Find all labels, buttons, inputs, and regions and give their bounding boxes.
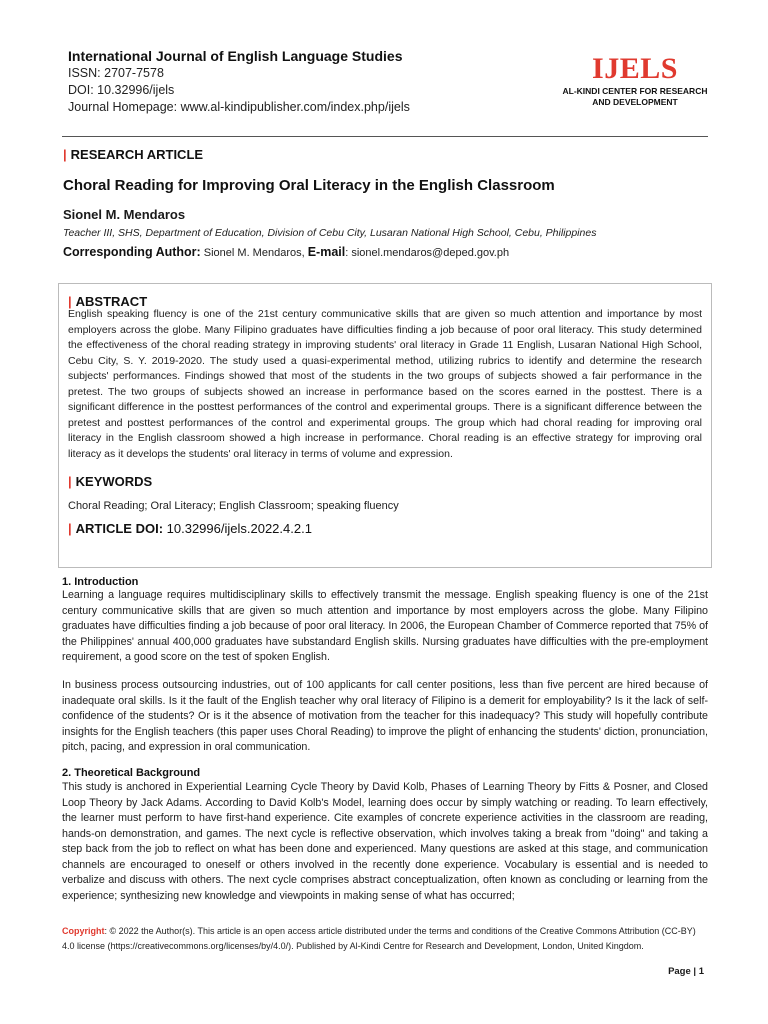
journal-homepage[interactable]: Journal Homepage: www.al-kindipublisher.com/index.php/ijels — [68, 100, 410, 114]
abstract-text: English speaking fluency is one of the 21st century communicative skills that are given so much attention and importance by most employers across the globe. Many Filipino graduates have difficulties finding a job because of poor oral literacy. This study determined the effectiveness of the choral reading strategy in improving students' oral literacy in Grade 11 English, Lusaran National High School, Cebu City, S. Y. 2019-2020. The study used a quasi-experimental method, utilizing rubrics to identify and determine the research subjects' performances. Findings showed that most of the students in the two groups of subjects showed a fair performance in the pretest. The two groups of subjects showed an increase in performance based on the scores earned in the posttest. There is a significant difference in the posttest performances of the control and experimental groups. There is a significant difference between the pretest and posttest performances of the control and experimental groups. The group which had choral reading for improving oral literacy in the English classroom showed a high increase in performance. Choral reading is an effective strategy for improving oral literacy as it develops the students' oral literacy in terms of volume and expression. — [68, 308, 702, 460]
introduction-paragraph-2: In business process outsourcing industries, out of 100 applicants for call center positions, less than five percent are hired because of inadequate oral skills. Is it the fault of the English teacher why oral literacy of Filipino is a demerit for employability? Is it the lack of self-confidence of the students? Or is it the absence of motivation from the teacher for this inadequacy? This study will hopefully contribute insights for the English teachers (this paper uses Choral Reading) to improve the plight of enhancing the students' diction, pronunciation, pitch, pacing, and expression in oral communication. — [62, 679, 708, 753]
accent-bar: | — [68, 521, 72, 536]
keywords-text: Choral Reading; Oral Literacy; English Classroom; speaking fluency — [68, 500, 399, 512]
accent-bar: | — [68, 294, 72, 309]
corresponding-label: Corresponding Author: — [63, 245, 201, 259]
author-name: Sionel M. Mendaros — [63, 207, 186, 222]
abstract-heading-label: ABSTRACT — [75, 294, 148, 309]
copyright-text: : © 2022 the Author(s). This article is an open access article distributed under the terms and conditions of the Creative Commons Attribution (CC-BY) 4.0 license (https://creativecommons.org/licenses/by/4.0/). Published by Al-Kindi Centre for Research and Development, London, United Kingdom. — [62, 926, 696, 951]
ijels-logo: IJELS — [592, 52, 678, 85]
copyright-label: Copyright — [62, 926, 105, 936]
article-doi — [68, 521, 312, 536]
email-label: E-mail — [307, 245, 346, 259]
publisher-logo — [560, 52, 710, 108]
publisher-line-2: AND DEVELOPMENT — [592, 97, 678, 107]
article-type — [63, 147, 203, 162]
theory-heading: 2. Theoretical Background — [62, 767, 201, 779]
header-divider — [62, 136, 708, 137]
corresponding-author — [63, 245, 509, 259]
accent-bar: | — [63, 147, 67, 162]
theory-paragraph-1: This study is anchored in Experiential Learning Cycle Theory by David Kolb, Phases of Learning Theory by Fitts & Posner, and Closed Loop Theory by Jack Adams. According to David Kolb's Model, learning does occur by simply watching or reading. To learn effectively, the learner must perform to have first-hand experience. Cite examples of concrete experience activities in the classroom are reading, hands-on demonstration, and games. The next cycle is reflective observation, which involves taking a break from "doing" and taking a step back from the job to reflect on what has been done and experienced. Many questions are asked at this stage, and communication channels are encouraged to oneself or others involved in the recently done experience. Vocabulary is essential and is needed to verbalize and discuss with others. The next cycle comprises abstract conceptualization, often known as concluding or learning from the experience; synthesizing new knowledge and viewpoints in making sense of what has occurred; — [62, 781, 708, 902]
journal-title: International Journal of English Language Studies — [68, 48, 403, 64]
publisher-line-1: AL-KINDI CENTER FOR RESEARCH — [562, 86, 708, 96]
keywords-heading — [68, 474, 152, 489]
author-affiliation: Teacher III, SHS, Department of Education, Division of Cebu City, Lusaran National High School, Cebu, Philippines — [63, 227, 597, 239]
page-number: Page | 1 — [668, 966, 704, 977]
journal-info — [68, 47, 410, 116]
journal-issn: ISSN: 2707-7578 — [68, 66, 164, 80]
copyright-notice — [62, 924, 708, 953]
introduction-paragraph-1: Learning a language requires multidisciplinary skills to effectively transmit the message. English speaking fluency is one of the 21st century communicative skills that are given so much attention and importance by most employers across the globe. Many Filipino graduates have difficulties finding a job because of poor oral literacy. In 2006, the European Chamber of Commerce reported that 75% of the Philippines' annual 400,000 graduates have substandard English skills. Nursing graduates have difficulties with the pre-employment requirement, a good score on the test of spoken English. — [62, 589, 708, 663]
journal-doi: DOI: 10.32996/ijels — [68, 83, 175, 97]
email-address[interactable]: : sionel.mendaros@deped.gov.ph — [345, 247, 510, 259]
article-doi-label: ARTICLE DOI: — [75, 521, 164, 536]
article-title: Choral Reading for Improving Oral Literacy in the English Classroom — [63, 177, 555, 194]
accent-bar: | — [68, 474, 72, 489]
corresponding-name: Sionel M. Mendaros, — [200, 247, 305, 259]
keywords-heading-label: KEYWORDS — [75, 474, 153, 489]
introduction-heading: 1. Introduction — [62, 576, 139, 588]
article-type-label: RESEARCH ARTICLE — [70, 147, 204, 162]
article-doi-value[interactable]: 10.32996/ijels.2022.4.2.1 — [163, 521, 312, 536]
